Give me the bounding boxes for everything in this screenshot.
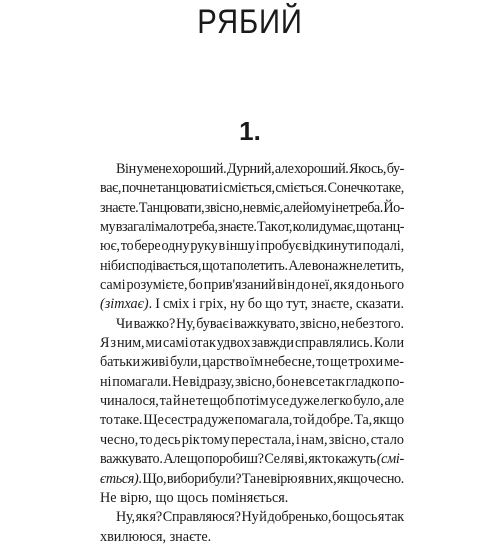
text-run: . І сміх і гріх, ну бо що тут, знаєте, сказати. <box>148 296 404 313</box>
stage-direction: (смі- <box>376 451 404 468</box>
text-run: важкувато. Але що поробиш? Се ля ві, як то кажуть <box>100 451 377 468</box>
text-run: самі розумієте, бо прив'язаний він до неї, як я до нього <box>100 277 404 294</box>
text-line <box>100 295 404 314</box>
text-line <box>100 528 404 547</box>
text-line <box>100 411 404 430</box>
text-line <box>100 179 404 198</box>
text-run: Не вірю, що щось поміняється. <box>100 489 289 506</box>
text-line <box>100 199 404 218</box>
text-line <box>100 257 404 276</box>
text-run: то таке. Ще сестра дуже помагала, то й добре. Та, якщо <box>100 412 404 429</box>
text-run: ває, почне танцювати і сміється, сміється. Сонечко таке, <box>100 180 404 197</box>
text-run: хвилююся, знаєте. <box>100 528 212 545</box>
text-line <box>100 334 404 353</box>
chapter-number: 1. <box>239 116 261 146</box>
text-run: ює, то бере одну руку в іншу і пробує відкинути подалі, <box>100 238 404 255</box>
text-run: знаєте. Танцювати, звісно, не вміє, але йому і не треба. Йо- <box>100 199 404 216</box>
text-run: ніби сподівається, що та полетить. Але вона ж не летить, <box>100 257 404 274</box>
text-line <box>100 431 404 450</box>
text-line <box>100 373 404 392</box>
text-run: ні помагали. Не відразу, звісно, бо не все так гладко по- <box>100 373 404 390</box>
text-line <box>100 315 404 334</box>
text-run: чиналося, та й не те щоб потім усе дуже легко було, але <box>100 393 404 410</box>
text-line <box>100 470 404 489</box>
text-run: Він у мене хороший. Дурний, але хороший. Якось, бу- <box>116 161 404 177</box>
text-line <box>100 160 404 179</box>
text-run: Чи важко? Ну, буває і важкувато, звісно, не без того. <box>116 315 404 332</box>
stage-direction: ється) <box>100 470 139 487</box>
text-line <box>100 353 404 372</box>
text-line <box>100 489 404 508</box>
text-line <box>100 218 404 237</box>
text-run: Ну, як я? Справляюся? Ну й добренько, бо щось я так <box>116 509 404 526</box>
text-line <box>100 450 404 469</box>
text-run: Я з ним, ми самі отак удвох завжди справлялись. Коли <box>100 335 404 352</box>
text-line <box>100 392 404 411</box>
text-run: батьки живі були, царство їм небесне, то ще трохи ме- <box>100 354 404 371</box>
text-line <box>100 276 404 295</box>
page-title: РЯБИЙ <box>197 3 303 41</box>
stage-direction: (зітхає) <box>100 296 149 313</box>
text-run: . Що, вибори були? Та не вірю я в них, якщо чесно. <box>138 470 404 487</box>
text-run: чесно, то десь рік тому перестала, і нам, звісно, стало <box>100 431 404 448</box>
text-line <box>100 237 404 256</box>
text-line <box>100 508 404 527</box>
text-run: му взагалі мало треба, знаєте. Так от, коли думає, що танц- <box>100 219 404 236</box>
chapter-text <box>100 160 404 547</box>
